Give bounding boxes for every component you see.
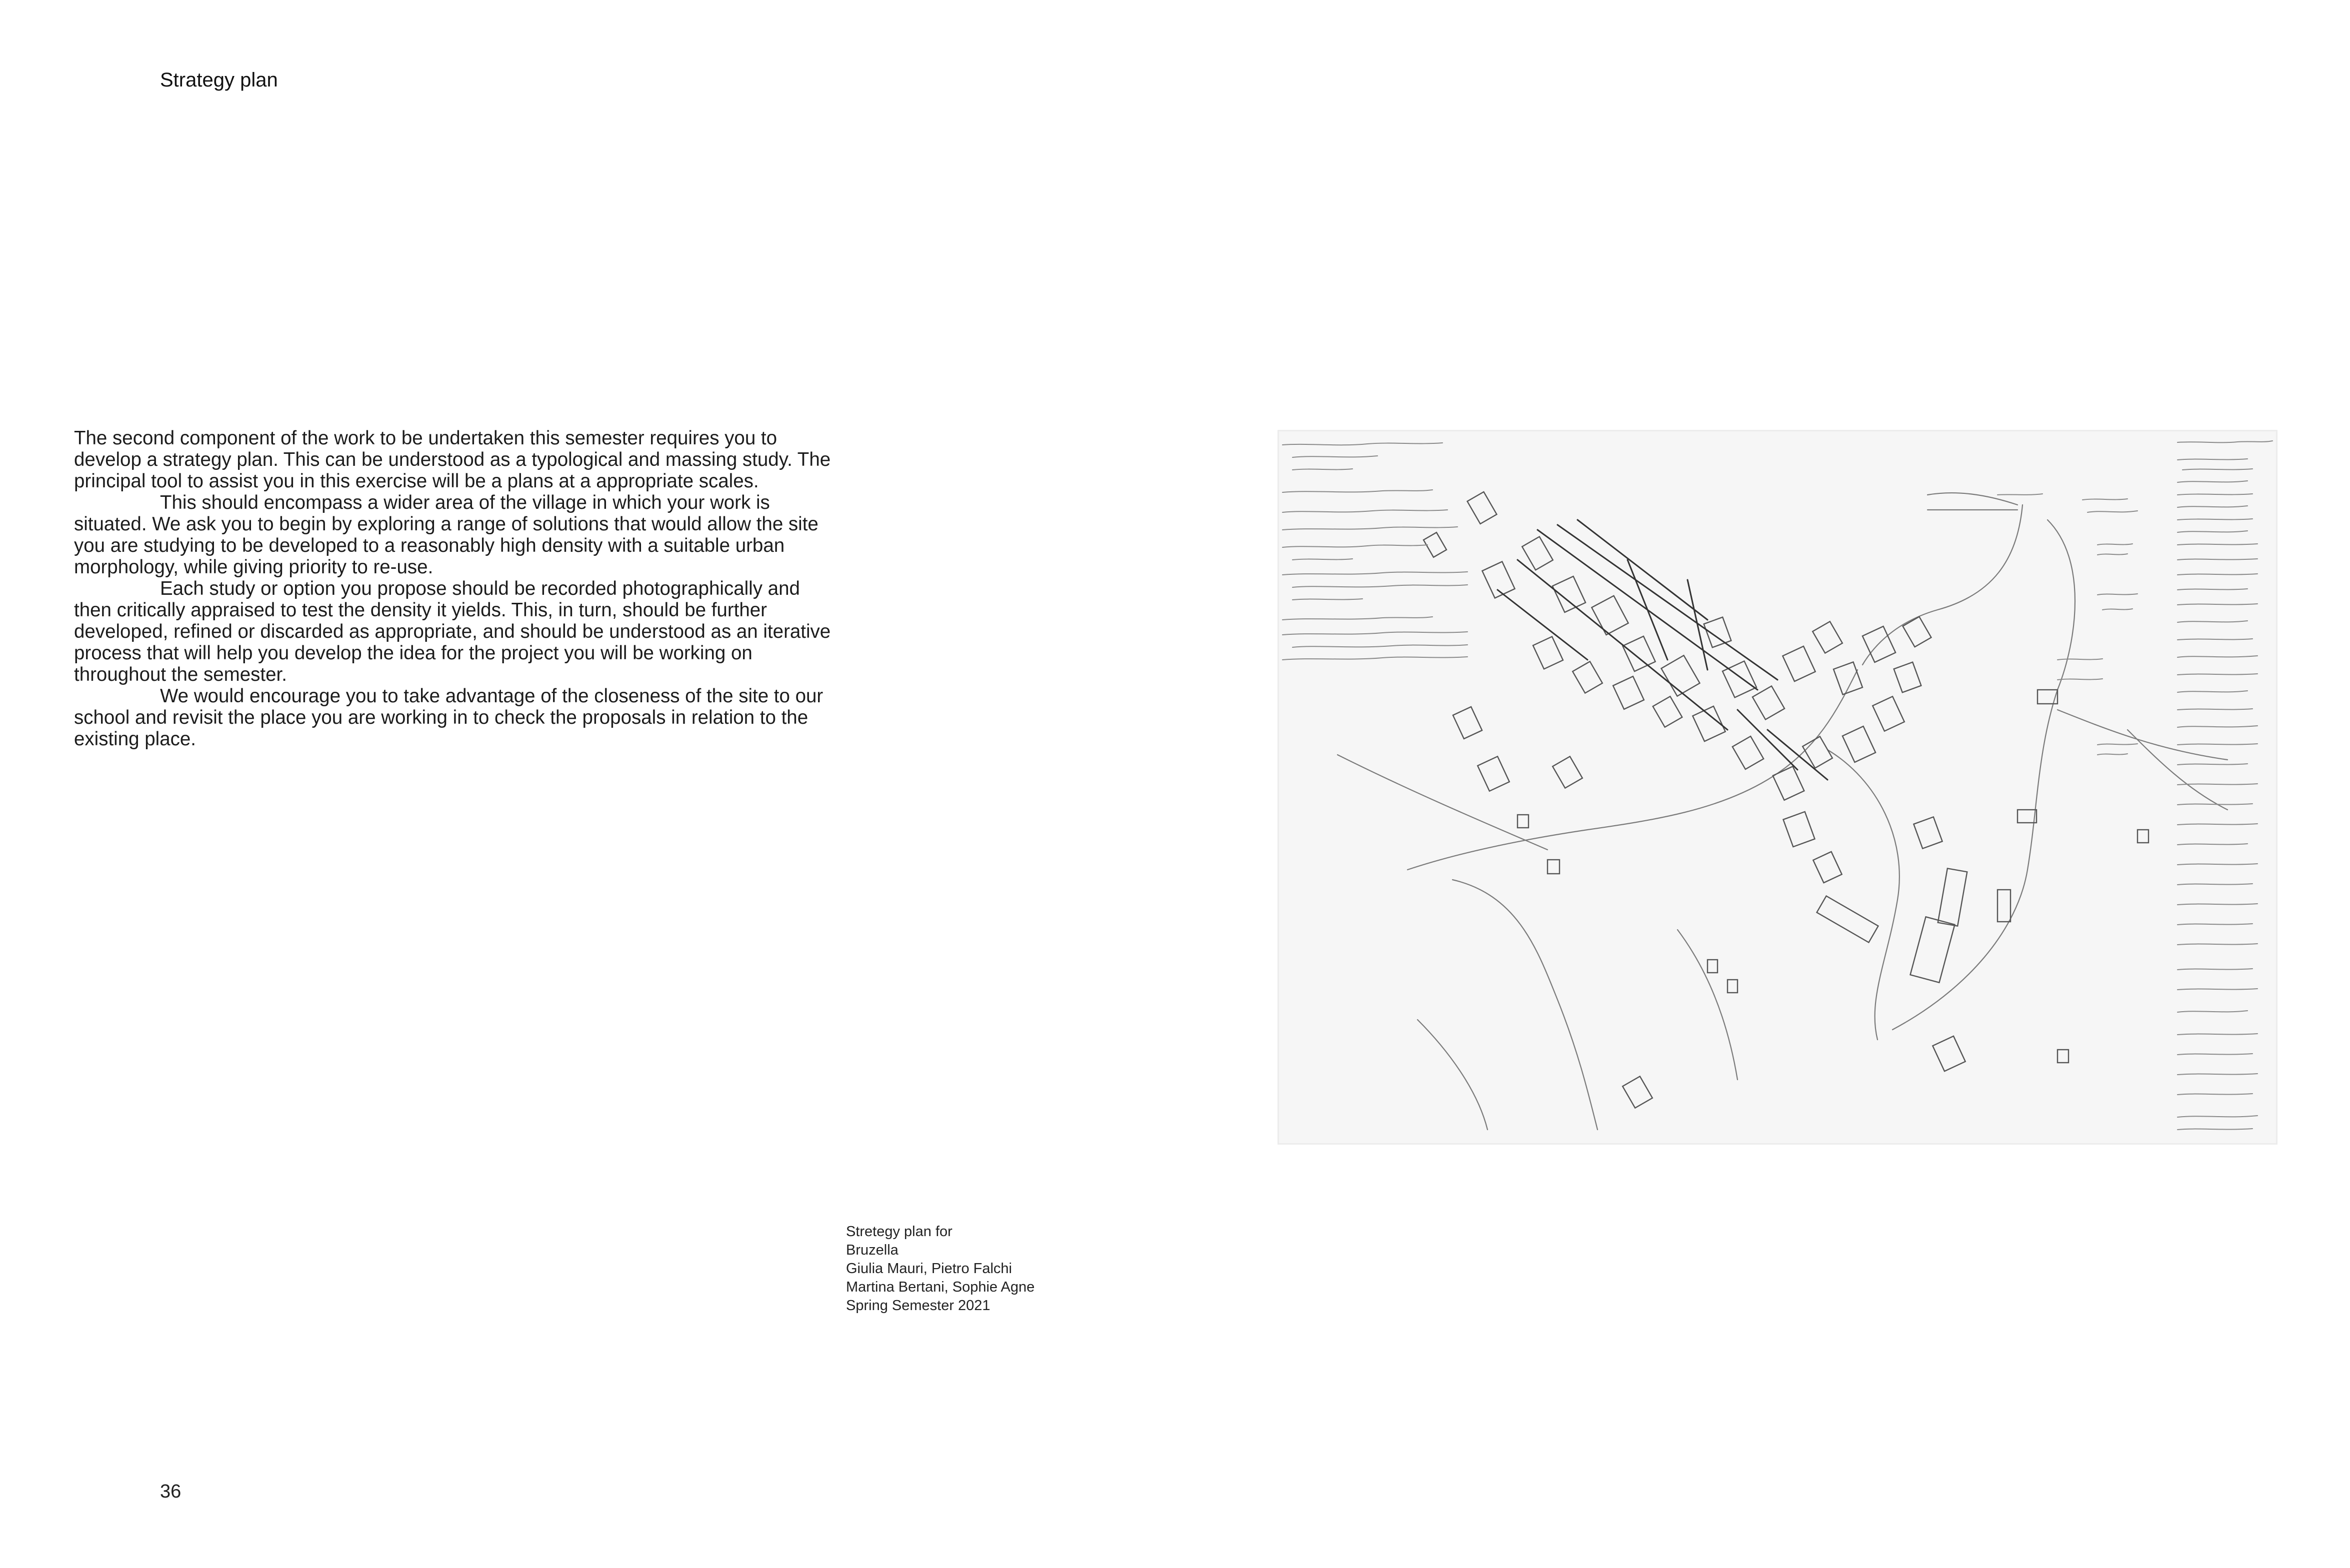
- paragraph-2: This should encompass a wider area of the village in which your work is situated. We ask you to begin by exploring a range of solutions that would allow the site you are studying to be developed to a reasonably high density with a suitable urban morphology, while giving priority to re-use.: [74, 492, 818, 578]
- caption-line: Spring Semester 2021: [846, 1298, 990, 1314]
- paragraph-4: We would encourage you to take advantage of the closeness of the site to our school and revisit the place you are working in to check the proposals in relation to the existing place.: [74, 685, 824, 750]
- site-plan-sketch: [1278, 430, 2278, 1145]
- caption-line: Giulia Mauri, Pietro Falchi: [846, 1261, 1012, 1277]
- paragraph-1: The second component of the work to be undertaken this semester requires you to develop a strategy plan. This can be understood as a typological and massing study. The principal tool to assist you in this exercise will be a plans at a appropriate scales.: [74, 427, 831, 492]
- site-plan-drawing: [1278, 430, 2278, 1145]
- figure-caption: [846, 1223, 1034, 1315]
- caption-line: Bruzella: [846, 1242, 898, 1258]
- page-number: 36: [160, 1481, 182, 1502]
- section-title: Strategy plan: [160, 69, 278, 91]
- caption-line: Stretegy plan for: [846, 1224, 952, 1240]
- caption-line: Martina Bertani, Sophie Agne: [846, 1279, 1035, 1295]
- body-text: [74, 427, 834, 750]
- paragraph-3: Each study or option you propose should be recorded photographically and then critically appraised to test the density it yields. This, in turn, should be further developed, refined or discarded as appropriate, and should be understood as an iterative process that will help you develop the idea for the project you will be working on throughout the semester.: [74, 578, 831, 685]
